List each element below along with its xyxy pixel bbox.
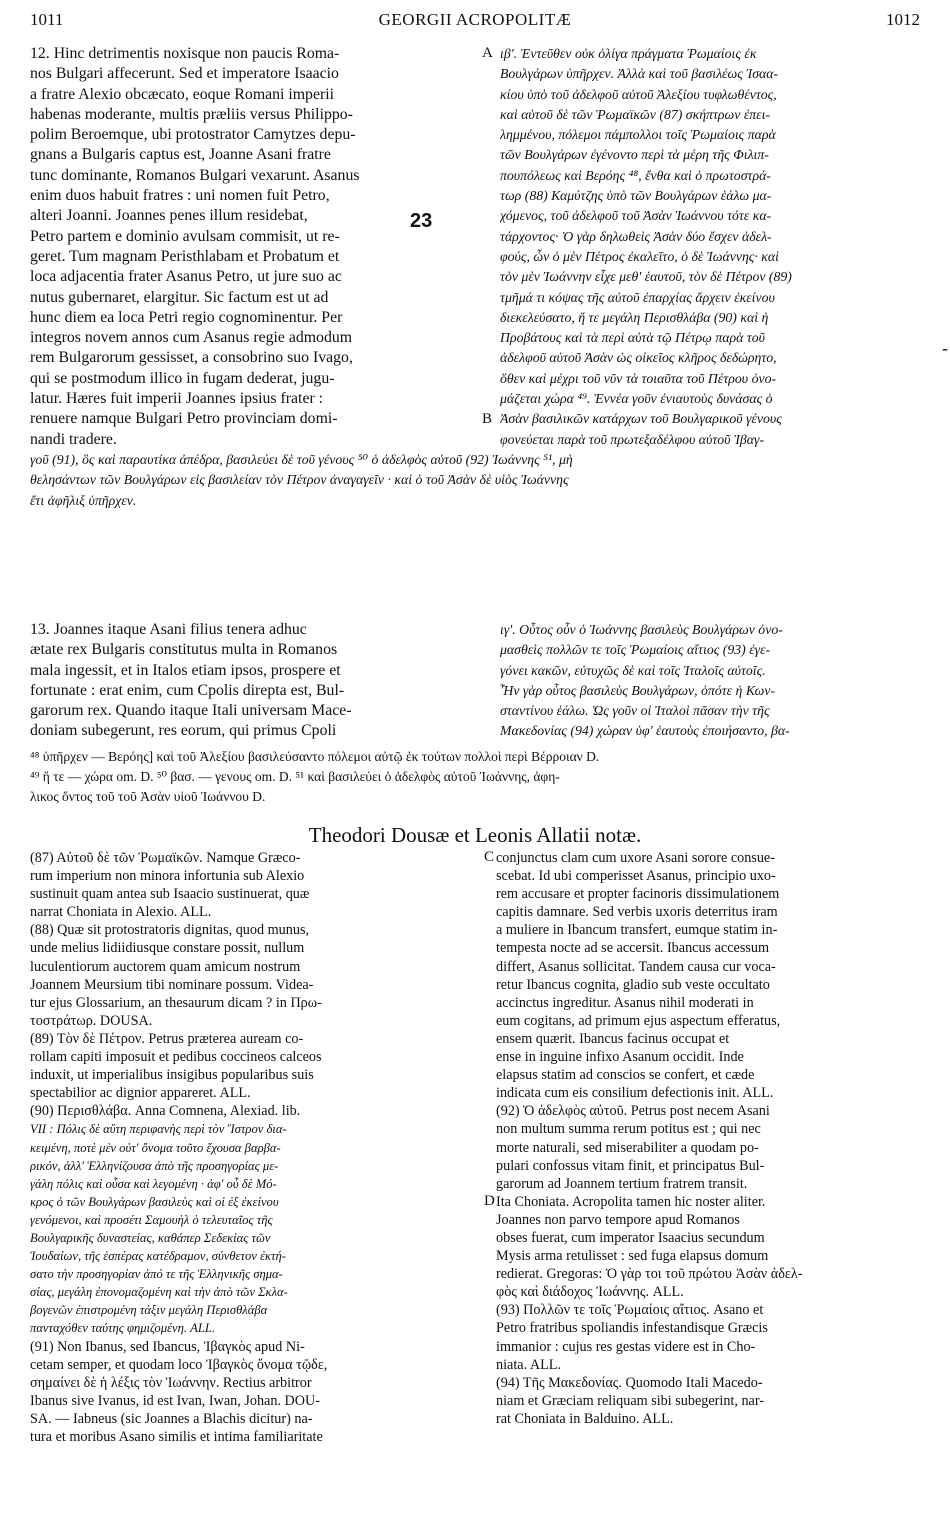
- note-line: retur Ibancus cognita, gladio sub veste occultato: [496, 976, 770, 993]
- note-line: tur ejus Glossarium, an thesaurum dicam ? in Πρω-: [30, 994, 322, 1011]
- text-line: 13. Joannes itaque Asani filius tenera adhuc: [30, 621, 307, 638]
- note-line: niata. ALL.: [496, 1356, 562, 1373]
- margin-letter-d: D: [484, 1193, 495, 1209]
- notes-title: Theodori Dousæ et Leonis Allatii notæ.: [308, 823, 642, 847]
- text-line: ιγ'. Οὗτος οὖν ὁ Ἰωάννης βασιλεὺς Βουλγάρων ὀνο-: [500, 622, 783, 637]
- note-line: γάλη πόλις καὶ οὖσα καὶ λεγομένη · ἀφ' οὗ δὲ Μό-: [30, 1176, 277, 1191]
- note-line: pulari confossus vitam finit, et principatus Bul-: [496, 1157, 765, 1174]
- footnote-line: ⁴⁹ ἥ τε — χώρα om. D. ⁵⁰ βασ. — γενους om. D. ⁵¹ καὶ βασιλεύει ὁ ἀδελφὸς αὐτοῦ Ἰωάννης, ἀφη-: [30, 769, 560, 784]
- note-line: Ita Choniata. Acropolita tamen hic noster aliter.: [496, 1193, 766, 1210]
- text-line: tunc dominante, Romanos Bulgari vexarunt. Asanus: [30, 166, 360, 184]
- text-line: διεκελεύσατο, ἥ τε μεγάλη Περισθλάβα (90) καὶ ἡ: [500, 309, 769, 325]
- text-line: latur. Hæres fuit imperii Joannes ipsius frater :: [30, 390, 324, 408]
- text-line: gnans a Bulgaris captus est, Joanne Asani fratre: [30, 146, 331, 164]
- text-line: γόνει κακῶν, εὐτυχῶς δὲ καὶ τοῖς Ἰταλοῖς αὐτοῖς.: [500, 662, 766, 678]
- text-line: doniam subegerunt, res eorum, qui primus Cpoli: [30, 722, 337, 740]
- note-line: κρος ὁ τῶν Βουλγάρων βασιλεὺς καὶ οἱ ἐξ ἐκείνου: [30, 1194, 279, 1209]
- text-line: Βουλγάρων ὑπῆρχεν. Ἀλλὰ καὶ τοῦ βασιλέως Ἰσαα-: [500, 66, 779, 82]
- note-line: VII : Πόλις δὲ αὕτη περιφανὴς περὶ τὸν Ἴστρον δια-: [30, 1122, 287, 1137]
- text-line: τωρ (88) Καμύτζης ὑπὸ τῶν Βουλγάρων ἑάλω μα-: [500, 188, 772, 204]
- text-line: ὅθεν καὶ μέχρι τοῦ νῦν τὰ τοιαῦτα τοῦ Πέτρου ὀνο-: [500, 370, 777, 386]
- note-line: (94) Τῆς Μακεδονίας. Quomodo Itali Macedo-: [496, 1374, 763, 1391]
- note-line: βογενῶν ἐπιστρομένη τάξιν μεγάλη Περισθλάβα: [30, 1303, 268, 1318]
- note-line: Petro fratribus spoliandis infestandisque Græcis: [496, 1320, 768, 1337]
- note-line: obses fuerat, cum imperator Isaacius secundum: [496, 1229, 765, 1246]
- note-line: ρικόν, ἀλλ' Ἑλληνίζουσα ἀπὸ τῆς προσηγορίας με-: [30, 1158, 279, 1173]
- note-line: capitis damnare. Sed verbis uxoris deterritus iram: [496, 904, 778, 921]
- text-line: χόμενος, τοῦ ἀδελφοῦ τοῦ Ἀσὰν Ἰωάννου τότε κα-: [500, 208, 772, 224]
- note-line: cetam semper, et quodam loco Ἰβαγκὸς ὄνομα τῷδε,: [30, 1356, 328, 1373]
- note-line: Ibanus sive Ivanus, id est Ivan, Iwan, Johan. DOU-: [30, 1392, 320, 1409]
- note-line: Ἰουδαίων, τῆς ἑσπέρας κατέδραμον, σύνθετον ἐκτή-: [30, 1249, 286, 1264]
- text-line: rem Bulgarorum gessisset, a consobrino suo Ivago,: [30, 349, 353, 367]
- note-line: a muliere in Ibancum transfert, eumque statim in-: [496, 922, 778, 939]
- running-header: [0, 10, 950, 34]
- footnote-line: ⁴⁸ ὑπῆρχεν — Βερόης] καὶ τοῦ Ἀλεξίου βασιλεύσαντο πόλεμοι αὐτῷ ἐκ τούτων πολλοὶ περὶ Βέρροιαν D.: [30, 749, 600, 764]
- note-line: (87) Αὐτοῦ δὲ τῶν Ῥωμαϊκῶν. Namque Græco-: [30, 850, 301, 866]
- greek-text-fullwidth: [30, 450, 920, 511]
- text-line: nandi tradere.: [30, 430, 117, 448]
- text-line: loca adjacentia frater Asanus Petro, ut jure suo ac: [30, 268, 342, 286]
- note-line: luculentiorum auctorem quam amicum nostrum: [30, 958, 301, 975]
- text-line: φονεύεται παρὰ τοῦ πρωτεξαδέλφου αὐτοῦ Ἰβαγ-: [500, 431, 765, 447]
- notes-left-column: [30, 849, 495, 1446]
- note-line: Joannes non parvo tempore apud Romanos: [496, 1211, 740, 1228]
- note-line: Joannem Meursium tibi nominare possum. Videa-: [30, 976, 314, 993]
- running-title: GEORGII ACROPOLITÆ: [378, 10, 572, 29]
- text-line: μασθεὶς πολλῶν τε τοῖς Ῥωμαίοις αἴτιος (93) ἐγε-: [500, 642, 771, 658]
- text-line: habenas moderante, multis præliis versus Philippo-: [30, 105, 353, 123]
- note-line: spectabilior ac dignior appareret. ALL.: [30, 1085, 251, 1102]
- greek-text-chapter-12: [500, 44, 922, 450]
- note-line: tura et moribus Asano similis et intima familiaritate: [30, 1429, 323, 1445]
- text-line: mala ingessit, et in Italos etiam ipsos, prospere et: [30, 661, 341, 679]
- note-line: (93) Πολλῶν τε τοῖς Ῥωμαίοις αἴτιος. Asano et: [496, 1302, 764, 1319]
- note-line: eum cogitans, ad primum ejus aspectum efferatus,: [496, 1012, 781, 1029]
- note-line: conjunctus clam cum uxore Asani sorore consue-: [496, 850, 775, 866]
- note-line: redierat. Gregoras: Ὁ γὰρ τοι τοῦ πρώτου Ἀσὰν ἀδελ-: [496, 1266, 803, 1283]
- text-line: qui se postmodum illico in fugam dederat, jugu-: [30, 369, 335, 387]
- text-line: καὶ αὐτοῦ δὲ τῶν Ῥωμαϊκῶν (87) σκήπτρων ἐπει-: [500, 106, 771, 122]
- note-line: rollam capiti imposuit et pedibus coccineos calceos: [30, 1049, 322, 1066]
- text-line: πουπόλεως καὶ Βερόης ⁴⁸, ἔνθα καὶ ὁ πρωτοστρά-: [500, 167, 771, 183]
- text-line: hunc diem ea loca Petri regio cognominentur. Per: [30, 308, 343, 326]
- margin-letter-a: A: [482, 45, 493, 61]
- note-line: indicata cum eis consilium defectionis init. ALL.: [496, 1085, 774, 1102]
- text-line: τάρχοντος· Ὁ γὰρ δηλωθεὶς Ἀσὰν δύο ἔσχεν ἀδελ-: [500, 228, 772, 244]
- note-line: rem accusare et propter facinoris dissimulationem: [496, 886, 780, 903]
- margin-letter-b: B: [482, 411, 493, 427]
- note-line: SA. — Iabneus (sic Joannes a Blachis dicitur) na-: [30, 1410, 313, 1427]
- text-line: garorum rex. Quando itaque Itali universam Mace-: [30, 702, 352, 720]
- margin-letter-c: C: [484, 849, 495, 865]
- note-line: (91) Non Ibanus, sed Ibancus, Ἰβαγκὸς apud Ni-: [30, 1338, 305, 1355]
- text-line: Προβάτους καὶ τὰ περὶ αὐτὰ τῷ Πέτρῳ παρὰ τοῦ: [500, 330, 765, 346]
- note-line: morte naturali, sed miserabiliter a quodam po-: [496, 1139, 759, 1156]
- text-line: Petro partem e dominio avulsam commisit, ut re-: [30, 227, 340, 245]
- text-line: κίου ὑπὸ τοῦ ἀδελφοῦ αὐτοῦ Ἀλεξίου τυφλωθέντος,: [500, 86, 777, 102]
- note-line: immanior : cujus res gestas videre est in Cho-: [496, 1338, 756, 1355]
- text-line: ætate rex Bulgaris constitutus multa in Romanos: [30, 641, 338, 659]
- side-mark: -: [942, 338, 948, 358]
- text-line: λημμένου, πόλεμοι πάμπολλοι τοῖς Ῥωμαίοις παρὰ: [500, 127, 776, 143]
- text-line: μάζεται χώρα ⁴⁹. Ἐννέα γοῦν ἐνιαυτοὺς δυνάσας ὁ: [500, 391, 773, 407]
- critical-footnotes: [30, 747, 920, 807]
- note-line: (88) Quæ sit protostratoris dignitas, quod munus,: [30, 922, 310, 939]
- note-line: φὸς καὶ διάδοχος Ἰωάννης. ALL.: [496, 1284, 684, 1301]
- note-line: γενόμενοι, καὶ προσέτι Σαμουὴλ ὁ τελευταῖος τῆς: [30, 1212, 273, 1227]
- note-line: induxit, ut imperialibus insigibus popularibus suis: [30, 1067, 314, 1084]
- section-number: 23: [410, 210, 433, 232]
- text-line: Ἦν γὰρ οὗτος βασιλεὺς Βουλγάρων, ὁπότε ἡ Κων-: [500, 682, 776, 698]
- text-line: integros novem annos cum Asanus regie admodum: [30, 329, 353, 347]
- text-line: enim duos habuit fratres : uni nomen fuit Petro,: [30, 187, 330, 205]
- text-line: θελησάντων τῶν Βουλγάρων εἰς βασιλείαν τὸν Πέτρον ἀναγαγεῖν · καὶ ὁ τοῦ Ἀσὰν δὲ υἱὸς Ἰωάννης: [30, 472, 569, 488]
- text-line: nutus gubernaret, elargitur. Sic factum est ut ad: [30, 288, 329, 306]
- greek-text-chapter-13: [500, 620, 922, 742]
- note-line: τοστράτωρ. DOUSA.: [30, 1012, 153, 1029]
- note-line: ense in inguine infixo Asanum occidit. Inde: [496, 1049, 744, 1066]
- text-line: geret. Tum magnam Peristhlabam et Probatum et: [30, 247, 340, 265]
- text-line: a fratre Alexio obcæcato, eoque Romani imperii: [30, 85, 334, 103]
- text-line: ἀδελφοῦ αὐτοῦ Ἀσὰν ὡς οἰκεῖος κλῆρος δεδώρητο,: [500, 350, 777, 366]
- note-line: sustinuit quam antea sub Isaacio sustinuerat, quæ: [30, 886, 310, 903]
- text-line: τὸν μὲν Ἰωάννην εἶχε μεθ' ἑαυτοῦ, τὸν δὲ Πέτρον (89): [500, 269, 792, 285]
- note-line: garorum ad Joannem tertium fratrem transit.: [496, 1175, 748, 1192]
- note-line: non multum summa rerum potitus est ; qui nec: [496, 1121, 761, 1138]
- note-line: Mysis arma retulisset : sed fuga elapsus domum: [496, 1248, 769, 1265]
- note-line: accinctus ingreditur. Asanus nihil moderati in: [496, 994, 754, 1011]
- text-line: Ἀσὰν βασιλικῶν κατάρχων τοῦ Βουλγαρικοῦ γένους: [500, 411, 782, 427]
- text-line: polim Beroemque, ubi protostrator Camytzes depu-: [30, 126, 356, 144]
- text-line: ιβ'. Ἐντεῦθεν οὐκ ὀλίγα πράγματα Ῥωμαίοις ἐκ: [500, 46, 757, 61]
- note-line: (92) Ὁ ἀδελφὸς αὐτοῦ. Petrus post necem Asani: [496, 1103, 770, 1120]
- note-line: σατο τὴν προσηγορίαν ἀπό τε τῆς Ἑλληνικῆς σημα-: [30, 1267, 283, 1282]
- text-line: γοῦ (91), ὃς καὶ παραυτίκα ἀπέδρα, βασιλεύει δὲ τοῦ γένους ⁵⁰ ὁ ἀδελφὸς αὐτοῦ (92) Ἰωάννης ⁵¹, μὴ: [30, 452, 573, 467]
- text-line: φούς, ὧν ὁ μὲν Πέτρος ἐκαλεῖτο, ὁ δὲ Ἰωάννης· καὶ: [500, 248, 780, 264]
- latin-text-chapter-13: [30, 620, 492, 742]
- text-line: σταντίνου ἑάλω. Ὡς γοῦν οἱ Ἰταλοὶ πᾶσαν τὴν τῆς: [500, 703, 770, 719]
- note-line: rat Choniata in Balduino. ALL.: [496, 1410, 674, 1427]
- text-line: 12. Hinc detrimentis noxisque non paucis Roma-: [30, 45, 340, 62]
- note-line: unde melius lidiidiusque constare possit, nullum: [30, 940, 305, 957]
- text-line: τμῆμά τι κόψας τῆς αὐτοῦ ἐπαρχίας ἄρχειν ἐκείνου: [500, 289, 775, 305]
- note-line: tempesta nocte ad se accersit. Ibancus accessum: [496, 940, 769, 957]
- left-page-number: 1011: [30, 10, 64, 29]
- note-line: rum imperium non minora infortunia sub Alexio: [30, 868, 305, 885]
- text-line: ἔτι ἀφῆλιξ ὑπῆρχεν.: [30, 492, 137, 508]
- text-line: τῶν Βουλγάρων ἐγένοντο περὶ τὰ μέρη τῆς Φιλιπ-: [500, 147, 769, 163]
- note-line: niam et Græciam reliquam sibi subegerint, nar-: [496, 1392, 765, 1409]
- note-line: scebat. Id ubi comperisset Asanus, principio uxo-: [496, 868, 776, 885]
- text-line: fortunate : erat enim, cum Cpolis direpta est, Bul-: [30, 681, 345, 699]
- note-line: σίας, μεγάλη ἐπονομαζομένη καὶ τὴν ἀπὸ τῶν Σκλα-: [30, 1285, 288, 1300]
- note-line: σημαίνει δὲ ἡ λέξις τὸν Ἰωάννην. Rectius arbitror: [30, 1374, 312, 1391]
- note-line: (89) Τὸν δὲ Πέτρον. Petrus præterea auream co-: [30, 1030, 304, 1047]
- note-line: elapsus statim ad conscios se confert, et cæde: [496, 1067, 755, 1084]
- notes-right-column: [496, 849, 922, 1428]
- footnote-line: λικος ὄντος τοῦ τοῦ Ἀσὰν υἱοῦ Ἰωάννου D.: [30, 789, 266, 804]
- text-line: nos Bulgari affecerunt. Sed et imperatore Isaacio: [30, 65, 339, 83]
- text-line: renuere namque Bulgari Petro provinciam domi-: [30, 410, 338, 428]
- note-line: πανταχόθεν ταύτης φημιζομένη. ALL.: [30, 1321, 215, 1336]
- latin-text-chapter-12: [30, 44, 492, 450]
- note-line: κειμένη, ποτὲ μὲν οὐτ' ὄνομα τοῦτο ἔχουσα βαρβα-: [30, 1140, 281, 1155]
- text-line: Μακεδονίας (94) χώραν ὑφ' ἑαυτοὺς ἐποιήσαντο, βα-: [500, 723, 790, 739]
- right-page-number: 1012: [886, 10, 920, 29]
- note-line: (90) Περισθλάβα. Anna Comnena, Alexiad. lib.: [30, 1103, 301, 1120]
- note-line: differt, Asanus sollicitat. Tandem causa cur voca-: [496, 958, 776, 975]
- note-line: ensem quærit. Ibancus facinus occupat et: [496, 1030, 730, 1047]
- note-line: Βουλγαρικῆς δυναστείας, καθάπερ Σεδεκίας τῶν: [30, 1230, 271, 1245]
- note-line: narrat Choniata in Alexio. ALL.: [30, 904, 212, 921]
- text-line: alteri Joanni. Joannes penes illum residebat,: [30, 207, 308, 225]
